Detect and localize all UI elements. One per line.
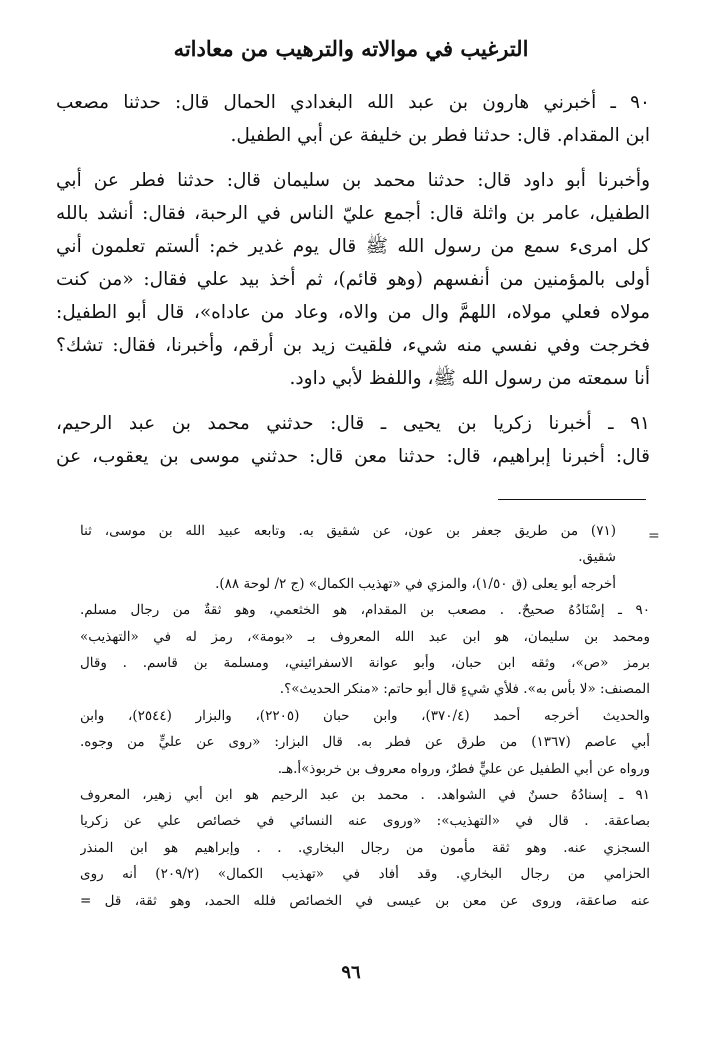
text-line: قال: أخبرنا إبراهيم، قال: حدثنا معن قال: حدثني موسى بن يعقوب، عن — [56, 446, 650, 467]
hadith-90 — [56, 86, 650, 152]
hadith-90-second-chain — [56, 164, 650, 395]
page-number: ٩٦ — [341, 962, 361, 983]
continuation-mark: = — [648, 528, 660, 544]
text-line: مولاه فعلي مولاه، اللهمَّ وال من والاه، وعاد من عاداه»، قال أبو الطفيل: — [56, 302, 650, 323]
hadith-91 — [56, 407, 650, 473]
footnote-71 — [80, 518, 650, 597]
footnote-line: (٧١) من طريق جعفر بن عون، عن شقيق به. وتابعه عبيد الله بن موسى، ثنا — [80, 523, 616, 539]
footnote-line: شقيق. — [578, 549, 616, 566]
footnote-line: أبي عاصم (١٣٦٧) من طرق عن فطر به. قال البزار: «روى عن عليٍّ من وجوه. — [80, 734, 650, 751]
text-line: ٩٠ ـ أخبرني هارون بن عبد الله البغدادي الحمال قال: حدثنا مصعب — [56, 92, 650, 113]
footnote-line: أخرجه أبو يعلى (ق ١/٥٠)، والمزي في «تهذيب الكمال» (ج ٢/ لوحة ٨٨). — [215, 575, 616, 592]
text-line: ابن المقدام. قال: حدثنا فطر بن خليفة عن أبي الطفيل. — [230, 125, 650, 146]
text-line: الطفيل، عامر بن واثلة قال: أجمع عليّ الناس في الرحبة، فقال: أنشد بالله — [56, 203, 650, 224]
main-text — [56, 86, 650, 485]
footnote-line: ورواه عن أبي الطفيل عن عليٍّ فطرٌ، ورواه معروف بن خربوذ»أ.هـ. — [277, 760, 650, 777]
text-line: ٩١ ـ أخبرنا زكريا بن يحيى ـ قال: حدثني محمد بن عبد الرحيم، — [56, 413, 650, 434]
footnote-line: ومحمد بن سليمان، هو ابن عبد الله المعروف بـ «بومة»، رمز له في «التهذيب» — [80, 628, 650, 645]
text-line: أولى بالمؤمنين من أنفسهم (وهو قائم)، ثم أخذ بيد علي فقال: «من كنت — [56, 269, 650, 290]
footnote-line: المصنف: «لا بأس به». فلأي شيءٍ قال أبو حاتم: «منكر الحديث»؟. — [279, 681, 650, 698]
text-line: كل امرىء سمع من رسول الله ﷺ قال يوم غدير خم: ألستم تعلمون أني — [56, 236, 650, 257]
text-line: وأخبرنا أبو داود قال: حدثنا محمد بن سليمان قال: حدثنا فطر عن أبي — [56, 170, 650, 191]
footnote-line: ٩١ ـ إسنادُهُ حسنٌ في الشواهد. . محمد بن عبد الرحيم هو ابن أبي زهير، المعروف — [80, 787, 650, 804]
footnote-separator — [498, 499, 646, 500]
footnotes — [80, 518, 650, 914]
footnote-line: السجزي عنه. وهو ثقة مأمون من رجال البخاري. . . وإبراهيم هو ابن المنذر — [80, 839, 650, 856]
text-line: فخرجت وفي نفسي منه شيء، فلقيت زيد بن أرقم، وأخبرنا، فقال: تشك؟ — [56, 335, 650, 356]
footnote-line: ٩٠ ـ إسْنَادُهُ صحيحٌ. . مصعب بن المقدام، هو الخثعمي، وهو ثقةٌ من رجال مسلم. — [80, 602, 650, 619]
footnote-line: برمز «ص»، وثقه ابن حبان، وأبو عوانة الاسفرائيني، ومسلمة بن قاسم. . وقال — [80, 655, 650, 672]
footnote-line: الحزامي من رجال البخاري. وقد أفاد في «تهذيب الكمال» (٢٠٩/٢) أنه روى — [80, 866, 650, 883]
footnote-91 — [80, 782, 650, 914]
footnote-line: بصاعقة. . قال في «التهذيب»: «وروى عنه النسائي في خصائص علي عن زكريا — [80, 813, 650, 830]
text-line: أنا سمعته من رسول الله ﷺ، واللفظ لأبي داود. — [289, 368, 650, 389]
footnote-line: والحديث أخرجه أحمد (٣٧٠/٤)، وابن حبان (٢٢٠٥)، والبزار (٢٥٤٤)، وابن — [80, 707, 650, 724]
page-title: الترغيب في موالاته والترهيب من معاداته — [173, 36, 529, 61]
footnote-line: عنه صاعقة، وروى عن معن بن عيسى في الخصائص فلله الحمد، وهو ثقة، قل = — [80, 892, 650, 909]
footnote-90 — [80, 597, 650, 782]
